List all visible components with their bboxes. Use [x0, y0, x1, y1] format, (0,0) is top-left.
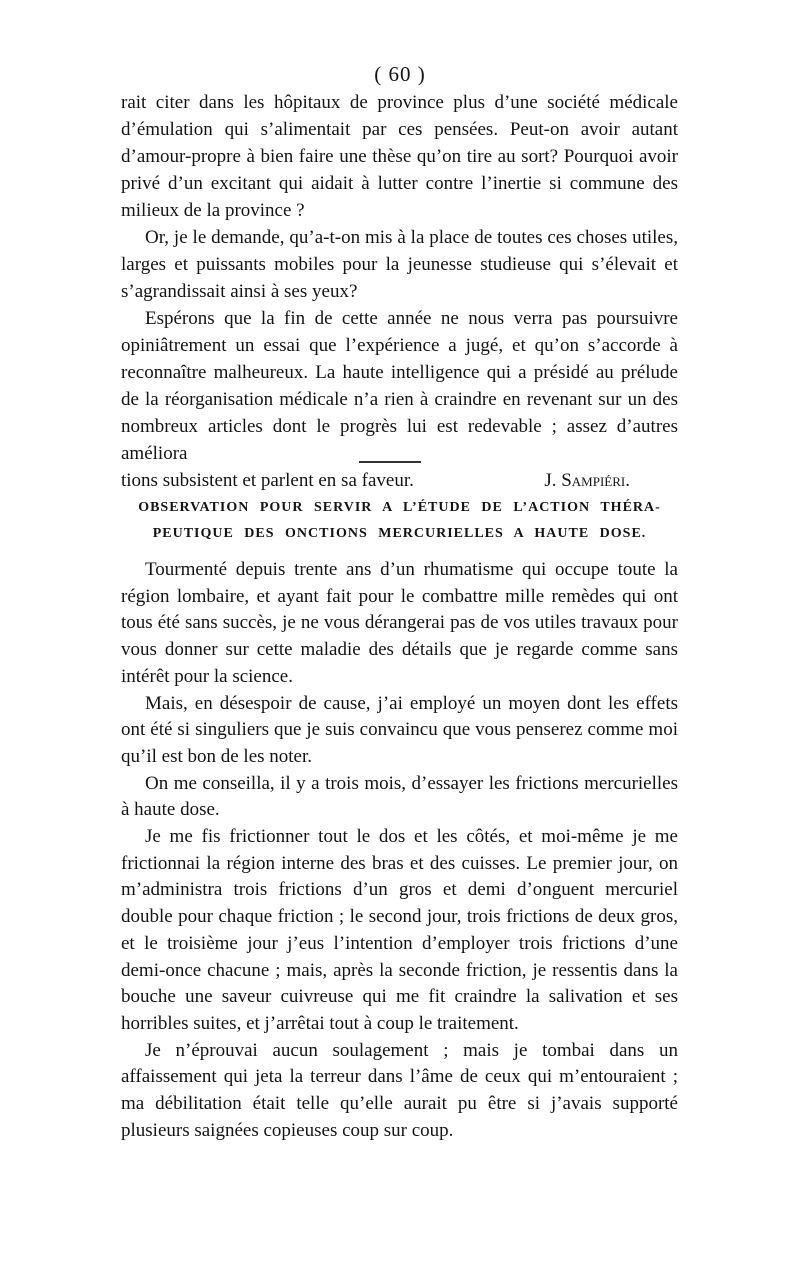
article-heading	[121, 495, 678, 547]
paragraph: Je me fis frictionner tout le dos et les côtés, et moi-même je me frictionnai la région interne des bras et des cuisses. Le premier jour, on m’administra trois frictions d’un gros et demi d’onguent mercuriel double pour chaque friction ; le second jour, trois frictions de deux gros, et le troisième jour j’eus l’intention d’employer trois frictions d’une demi-once chacune ; mais, après la seconde friction, je ressentis dans la bouche une saveur cuivreuse qui me fit craindre la salivation et ses horribles suites, et j’arrêtai tout à coup le traitement.	[121, 826, 678, 1034]
paragraph-continuation: rait citer dans les hôpitaux de province plus d’une société médicale d’émulation qui s’alimentait par ces pensées. Peut-on avoir autant d’amour-propre à bien faire une thèse qu’on tire au sort? Pourquoi avoir privé d’un excitant qui aidait à lutter contre l’inertie si commune des milieux de la province ?	[121, 92, 678, 221]
signature-row	[121, 467, 678, 494]
article-heading-line: OBSERVATION POUR SERVIR A L’ÉTUDE DE L’ACTION THÉRA-	[138, 500, 661, 515]
paragraph: Mais, en désespoir de cause, j’ai employé un moyen dont les effets ont été si singuliers que je suis convaincu que vous penserez comme moi qu’il est bon de les noter.	[121, 692, 678, 767]
article-heading-line: PEUTIQUE DES ONCTIONS MERCURIELLES A HAUTE DOSE.	[152, 526, 647, 541]
text-section-1	[121, 89, 678, 494]
paragraph-last-line: tions subsistent et parlent en sa faveur.	[121, 470, 414, 491]
paragraph: On me conseilla, il y a trois mois, d’essayer les frictions mercurielles à haute dose.	[121, 772, 678, 821]
paragraph: Je n’éprouvai aucun soulagement ; mais je tombai dans un affaissement qui jeta la terreur dans l’âme de ceux qui m’entouraient ; ma débilitation était telle qu’elle aurait pu être si j’avais supporté plusieurs saignées copieuses coup sur coup.	[121, 1039, 678, 1141]
author-signature: J. Sampiéri.	[544, 470, 630, 491]
section-divider	[359, 461, 421, 463]
text-section-2	[121, 557, 678, 1144]
paragraph: Or, je le demande, qu’a-t-on mis à la place de toutes ces choses utiles, larges et puissants mobiles pour la jeunesse studieuse qui s’élevait et s’agrandissait ainsi à ses yeux?	[121, 227, 678, 302]
paragraph-final: Espérons que la fin de cette année ne nous verra pas poursuivre opiniâtrement un essai que l’expérience a jugé, et qu’on s’accorde à reconnaître malheureux. La haute intelligence qui a présidé au prélude de la réorganisation médicale n’a rien à craindre en revenant sur un des nombreux articles dont le progrès lui est redevable ; assez d’autres améliora	[121, 308, 678, 464]
page-number: ( 60 )	[374, 62, 426, 86]
paragraph: Tourmenté depuis trente ans d’un rhumatisme qui occupe toute la région lombaire, et ayant fait pour le combattre mille remèdes qui ont tous été sans succès, je ne vous dérangerai pas de vos utiles travaux pour vous donner sur cette maladie des détails que je regarde comme sans intérêt pour la science.	[121, 559, 678, 687]
